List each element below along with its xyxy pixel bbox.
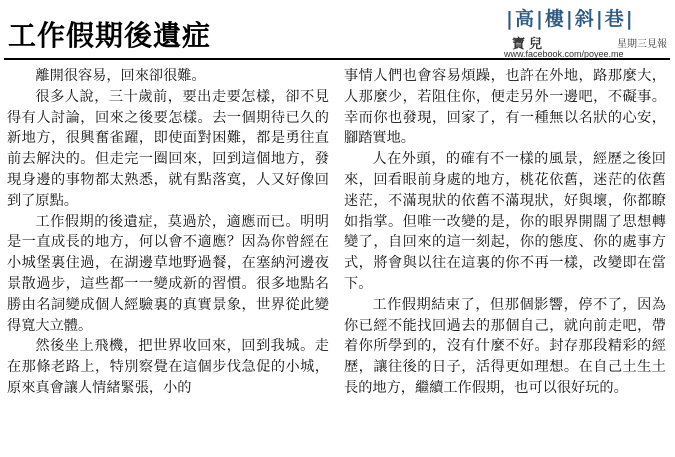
article-paragraph: 工作假期的後遺症，莫過於，適應而已。明明是一直成長的地方，何以會不適應？因為你曾經在小城堡裏住過，在湖邊草地野過餐，在塞納河邊夜景散過步，這些都一一變成新的習慣。很多地點名勝由名詞變成個人經驗裏的真實景象，世界從此變得寬大立體。: [7, 213, 329, 334]
article-paragraph: 離開很容易，回來卻很難。: [35, 68, 206, 84]
article-paragraph: 事情人們也會容易煩躁，也許在外地，路那麼大，人那麼少，若阻住你，便走另外一邊吧，不礙事。幸而你也發現，回家了，有一種無以名狀的心安，腳踏實地。: [344, 68, 666, 147]
article-column-right: [344, 66, 666, 399]
article-paragraph: 然後坐上飛機，把世界收回來，回到我城。走在那條老路上，特別察覺在這個步伐急促的小城，原來真會讓人情緒緊張，小的: [7, 338, 329, 396]
column-header: [504, 2, 669, 58]
article-paragraph: 人在外頭，的確有不一樣的風景，經歷之後回來，回看眼前身處的地方，桃花依舊，迷茫的依舊迷茫，不滿現狀的依舊不滿現狀，好與壞，你都瞭如指掌。但唯一改變的是，你的眼界開闊了思想轉變了，自回來的這一刻起，你的態度、你的處事方式，將會與以往在這裏的你不再一樣，改變即在當下。: [344, 151, 666, 292]
article-column-left: [7, 66, 329, 399]
article-paragraph: 很多人說，三十歲前，要出走要怎樣，卻不見得有人討論，回來之後要怎樣。去一個期待已久的新地方，很興奮雀躍，即使面對困難，都是勇往直前去解決的。但走完一圈回來，回到這個地方，發現身邊的事物都太熟悉，就有點落寞，人又好像回到了原點。: [7, 88, 329, 209]
column-name: |高|樓|斜|巷|: [506, 8, 635, 30]
headline-rule: [4, 58, 670, 60]
headline: 工作假期後遺症: [8, 19, 212, 52]
facebook-url: www.facebook.com/poyee.me: [504, 49, 624, 59]
publish-weekday: 星期三見報: [617, 39, 667, 50]
author-name: 寶兒: [512, 37, 547, 52]
article-paragraph: 工作假期結束了，但那個影響，停不了，因為你已經不能找回過去的那個自己，就向前走吧，帶着你所學到的，沒有什麼不好。封存那段精彩的經歷，讓往後的日子，活得更如理想。在自己土生土長的地方，繼續工作假期，也可以很好玩的。: [344, 296, 666, 396]
